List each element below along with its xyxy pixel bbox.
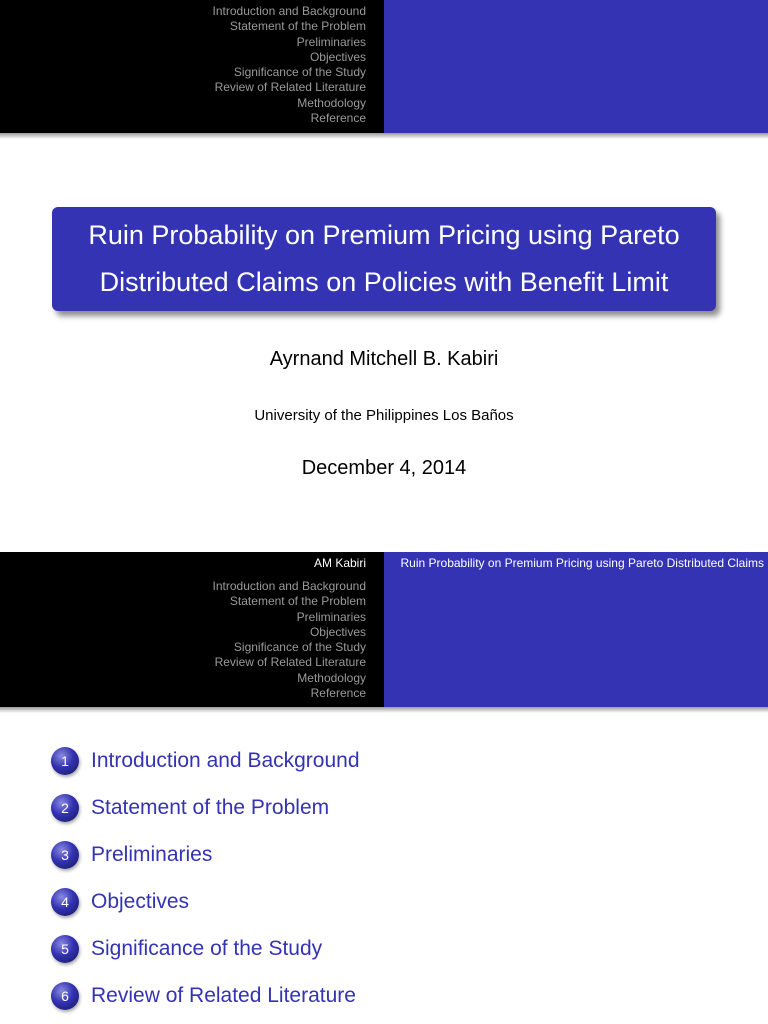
nav-item-methodology[interactable]: Methodology [297,670,366,685]
number-ball-icon: 5 [51,935,79,963]
slide1-header-shadow [0,133,768,139]
outline-item[interactable] [51,878,360,925]
slide1-header-left [0,0,384,133]
nav-item-preliminaries[interactable]: Preliminaries [296,34,366,49]
nav-item-introduction[interactable]: Introduction and Background [212,579,366,593]
nav-item-objectives[interactable]: Objectives [309,624,366,639]
slide2-nav-list [213,579,366,701]
slide2-header-shadow [0,707,768,713]
nav-item-reference[interactable]: Reference [310,111,366,126]
nav-item-objectives[interactable]: Objectives [309,49,366,64]
slide1-nav-list [213,4,366,126]
short-title: Ruin Probability on Premium Pricing using Pareto Distributed Claims [400,556,764,570]
nav-item-preliminaries[interactable]: Preliminaries [296,609,366,624]
nav-item-significance[interactable]: Significance of the Study [233,640,366,655]
outline-label[interactable]: Significance of the Study [91,936,323,960]
short-author: AM Kabiri [313,556,366,570]
title-line-1: Ruin Probability on Premium Pricing using Pareto [88,220,680,250]
number-ball-icon: 1 [51,747,79,775]
outline-label[interactable]: Introduction and Background [91,748,360,772]
author: Ayrnand Mitchell B. Kabiri [269,348,499,370]
outline-label[interactable]: Preliminaries [91,842,213,866]
nav-item-introduction[interactable]: Introduction and Background [212,4,366,18]
slide1-header-right [384,0,768,133]
nav-item-review[interactable]: Review of Related Literature [214,655,366,670]
outline-label[interactable]: Objectives [91,889,190,913]
outline-item[interactable] [51,972,360,1019]
outline-list [51,737,360,1019]
title-box [52,207,716,311]
slide1-header [0,0,768,133]
outline-item[interactable] [51,925,360,972]
slide2-header-left [0,552,384,707]
number-ball-icon: 4 [51,888,79,916]
institute: University of the Philippines Los Baños [254,407,514,424]
nav-item-statement[interactable]: Statement of the Problem [229,19,366,34]
outline-label[interactable]: Statement of the Problem [91,795,330,819]
nav-item-methodology[interactable]: Methodology [297,95,366,110]
date: December 4, 2014 [301,457,467,479]
nav-item-significance[interactable]: Significance of the Study [233,65,366,80]
title-line-2: Distributed Claims on Policies with Benefit Limit [99,267,669,297]
slide2-header [0,552,768,707]
number-ball-icon: 6 [51,982,79,1010]
nav-item-reference[interactable]: Reference [310,686,366,701]
nav-item-review[interactable]: Review of Related Literature [214,80,366,95]
nav-item-statement[interactable]: Statement of the Problem [229,594,366,609]
outline-item[interactable] [51,784,360,831]
number-ball-icon: 2 [51,794,79,822]
outline-label[interactable]: Review of Related Literature [91,983,356,1007]
slide2-header-right [384,552,768,707]
outline-item[interactable] [51,831,360,878]
number-ball-icon: 3 [51,841,79,869]
outline-item[interactable] [51,737,360,784]
